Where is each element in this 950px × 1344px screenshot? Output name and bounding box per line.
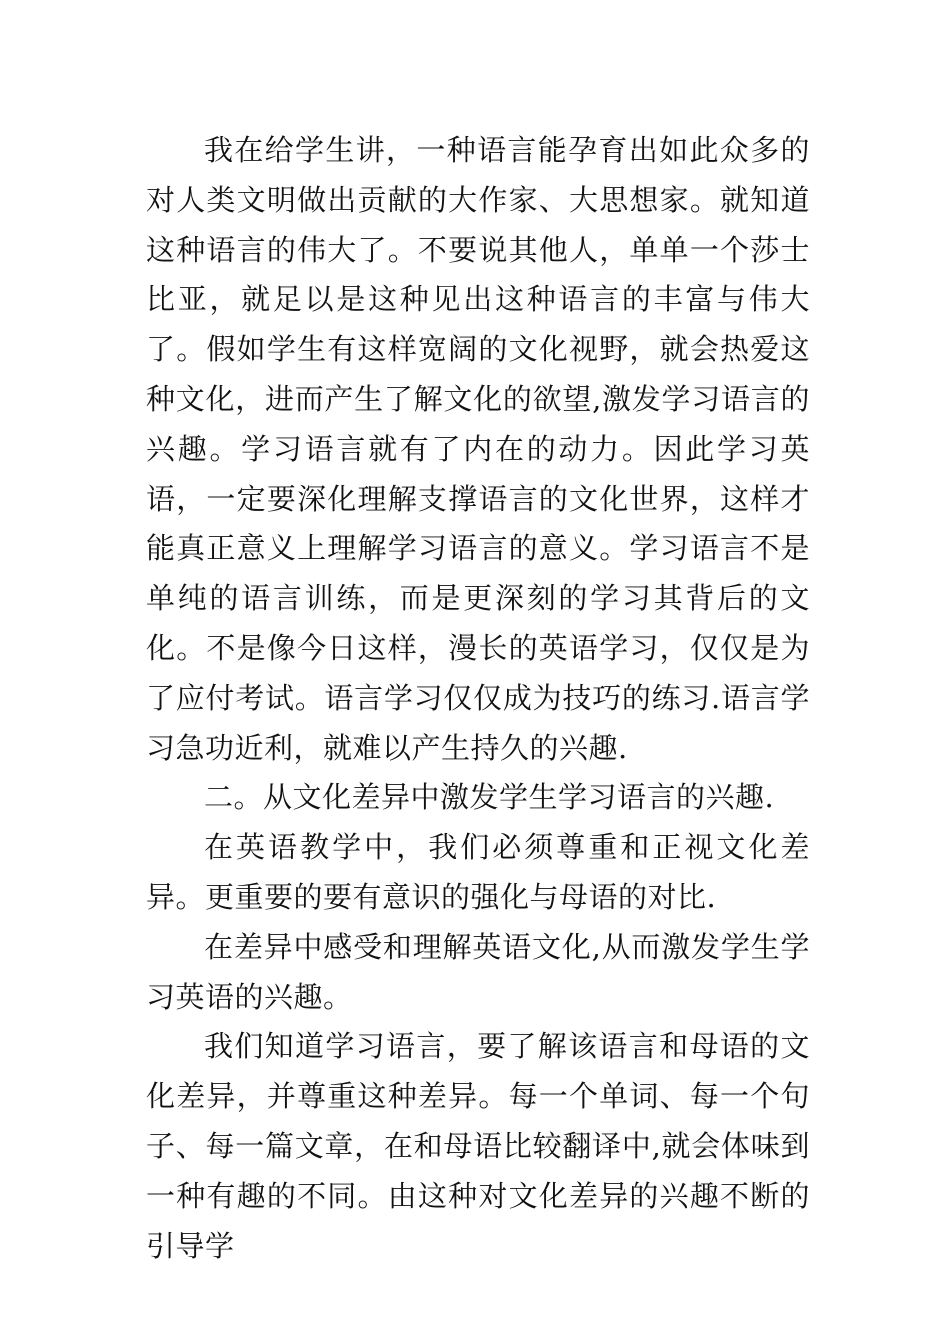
paragraph: 在差异中感受和理解英语文化,从而激发学生学习英语的兴趣。 [146, 929, 810, 1014]
section-heading: 二。从文化差异中激发学生学习语言的兴趣. [204, 780, 775, 815]
document-body [146, 126, 810, 1271]
paragraph: 我在给学生讲，一种语言能孕育出如此众多的对人类文明做出贡献的大作家、大思想家。就知道这种语言的伟大了。不要说其他人，单单一个莎士比亚，就足以是这种见出这种语言的丰富与伟大了。假如学生有这样宽阔的文化视野，就会热爱这种文化，进而产生了解文化的欲望,激发学习语言的兴趣。学习语言就有了内在的动力。因此学习英语，一定要深化理解支撑语言的文化世界，这样才能真正意义上理解学习语言的意义。学习语言不是单纯的语言训练，而是更深刻的学习其背后的文化。不是像今日这样，漫长的英语学习，仅仅是为了应付考试。语言学习仅仅成为技巧的练习.语言学习急功近利，就难以产生持久的兴趣. [146, 133, 810, 765]
paragraph: 在英语教学中，我们必须尊重和正视文化差异。更重要的要有意识的强化与母语的对比. [146, 830, 810, 914]
paragraph: 我们知道学习语言，要了解该语言和母语的文化差异，并尊重这种差异。每一个单词、每一个句子、每一篇文章，在和母语比较翻译中,就会体味到一种有趣的不同。由这种对文化差异的兴趣不断的引导学 [146, 1029, 810, 1263]
